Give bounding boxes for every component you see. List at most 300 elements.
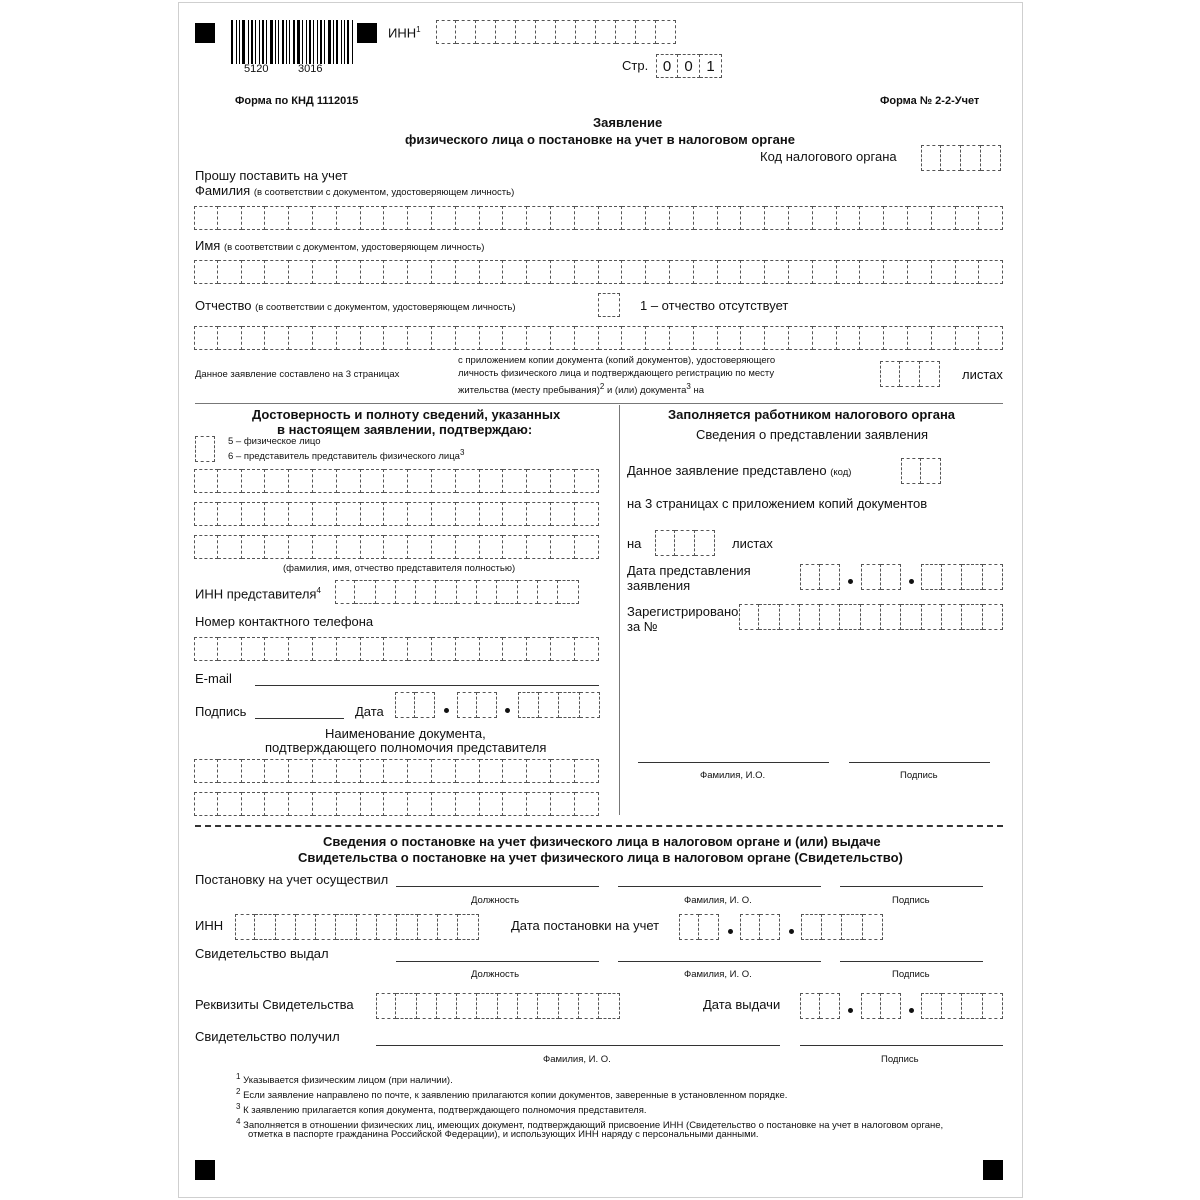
- input-cell[interactable]: [503, 637, 527, 661]
- input-cell[interactable]: [551, 535, 575, 559]
- input-cell[interactable]: [496, 20, 516, 44]
- input-cell[interactable]: [194, 792, 218, 816]
- input-cell[interactable]: [376, 580, 396, 604]
- input-cell[interactable]: [840, 604, 860, 630]
- input-cell[interactable]: [361, 206, 385, 230]
- input-cell[interactable]: [837, 326, 861, 350]
- input-cell[interactable]: [741, 206, 765, 230]
- input-cell[interactable]: [416, 580, 436, 604]
- input-cell[interactable]: [942, 604, 962, 630]
- input-cell[interactable]: [516, 20, 536, 44]
- input-cell[interactable]: [559, 993, 579, 1019]
- inn-input-cells[interactable]: [436, 20, 676, 44]
- input-cell[interactable]: [336, 914, 356, 940]
- input-cell[interactable]: [195, 436, 215, 462]
- input-cell[interactable]: [480, 469, 504, 493]
- input-cell[interactable]: [765, 206, 789, 230]
- input-cell[interactable]: [800, 993, 820, 1019]
- input-cell[interactable]: [377, 914, 397, 940]
- input-cell[interactable]: [242, 469, 266, 493]
- input-cell[interactable]: [503, 792, 527, 816]
- input-cell[interactable]: [432, 469, 456, 493]
- input-cell[interactable]: [551, 206, 575, 230]
- input-cell[interactable]: [337, 469, 361, 493]
- input-cell[interactable]: [480, 792, 504, 816]
- input-cell[interactable]: [599, 206, 623, 230]
- input-cell[interactable]: [436, 20, 456, 44]
- input-cell[interactable]: [575, 637, 599, 661]
- input-cell[interactable]: [432, 792, 456, 816]
- input-cell[interactable]: [436, 580, 456, 604]
- input-cell[interactable]: [313, 637, 337, 661]
- input-cell[interactable]: [739, 604, 759, 630]
- input-cell[interactable]: [596, 20, 616, 44]
- input-cell[interactable]: [337, 637, 361, 661]
- input-cell[interactable]: [556, 20, 576, 44]
- input-cell[interactable]: [384, 759, 408, 783]
- input-cell[interactable]: [432, 535, 456, 559]
- input-cell[interactable]: [527, 206, 551, 230]
- input-cell[interactable]: [337, 206, 361, 230]
- input-cell[interactable]: [518, 692, 539, 718]
- input-cell[interactable]: [694, 260, 718, 284]
- input-cell[interactable]: [979, 326, 1003, 350]
- input-cell[interactable]: [646, 206, 670, 230]
- input-cell[interactable]: [527, 637, 551, 661]
- input-cell[interactable]: [313, 469, 337, 493]
- submit-month-cells[interactable]: [861, 564, 901, 590]
- received-fio-line[interactable]: [376, 1045, 780, 1046]
- input-cell[interactable]: [337, 502, 361, 526]
- input-cell[interactable]: [646, 326, 670, 350]
- input-cell[interactable]: [646, 260, 670, 284]
- input-cell[interactable]: [289, 502, 313, 526]
- input-cell[interactable]: [265, 535, 289, 559]
- input-cell[interactable]: [476, 20, 496, 44]
- input-cell[interactable]: [740, 914, 760, 940]
- input-cell[interactable]: [498, 993, 518, 1019]
- input-cell[interactable]: [820, 604, 840, 630]
- input-cell[interactable]: [575, 469, 599, 493]
- input-cell[interactable]: [432, 502, 456, 526]
- input-cell[interactable]: [527, 502, 551, 526]
- doc-name-row-1[interactable]: [194, 759, 599, 783]
- input-cell[interactable]: [981, 145, 1001, 171]
- input-cell[interactable]: [313, 792, 337, 816]
- input-cell[interactable]: [527, 326, 551, 350]
- input-cell[interactable]: [357, 914, 377, 940]
- input-cell[interactable]: [801, 914, 822, 940]
- input-cell[interactable]: [527, 535, 551, 559]
- input-cell[interactable]: [418, 914, 438, 940]
- input-cell[interactable]: [313, 206, 337, 230]
- input-cell[interactable]: [598, 293, 620, 317]
- input-cell[interactable]: [218, 535, 242, 559]
- input-cell[interactable]: [837, 260, 861, 284]
- reg-month-cells[interactable]: [740, 914, 780, 940]
- input-cell[interactable]: [289, 535, 313, 559]
- input-cell[interactable]: [242, 759, 266, 783]
- input-cell[interactable]: [361, 792, 385, 816]
- no-patronymic-checkbox[interactable]: [598, 293, 620, 317]
- input-cell[interactable]: [679, 914, 699, 940]
- input-cell[interactable]: [699, 914, 719, 940]
- input-cell[interactable]: [921, 458, 941, 484]
- input-cell[interactable]: [235, 914, 255, 940]
- input-cell[interactable]: [457, 580, 477, 604]
- reg-inn-cells[interactable]: [235, 914, 479, 940]
- input-cell[interactable]: [289, 637, 313, 661]
- input-cell[interactable]: [194, 206, 218, 230]
- input-cell[interactable]: [551, 792, 575, 816]
- input-cell[interactable]: [861, 564, 881, 590]
- input-cell[interactable]: [576, 20, 596, 44]
- input-cell[interactable]: [503, 206, 527, 230]
- input-cell[interactable]: [789, 206, 813, 230]
- input-cell[interactable]: [408, 792, 432, 816]
- input-cell[interactable]: [539, 692, 560, 718]
- input-cell[interactable]: [622, 206, 646, 230]
- input-cell[interactable]: [194, 502, 218, 526]
- reg-year-cells[interactable]: [801, 914, 883, 940]
- input-cell[interactable]: [242, 792, 266, 816]
- input-cell[interactable]: [289, 469, 313, 493]
- tax-code-cells[interactable]: [921, 145, 1001, 171]
- input-cell[interactable]: [670, 326, 694, 350]
- input-cell[interactable]: [432, 326, 456, 350]
- input-cell[interactable]: [538, 993, 558, 1019]
- input-cell[interactable]: [860, 206, 884, 230]
- performed-fio-line[interactable]: [618, 886, 821, 887]
- input-cell[interactable]: [616, 20, 636, 44]
- submitted-code-cells[interactable]: [901, 458, 941, 484]
- input-cell[interactable]: [194, 469, 218, 493]
- issued-sign-line[interactable]: [840, 961, 983, 962]
- input-cell[interactable]: [599, 993, 619, 1019]
- input-cell[interactable]: [456, 637, 480, 661]
- input-cell[interactable]: [408, 326, 432, 350]
- input-cell[interactable]: [822, 914, 843, 940]
- input-cell[interactable]: [361, 637, 385, 661]
- input-cell[interactable]: [415, 692, 435, 718]
- input-cell[interactable]: [979, 206, 1003, 230]
- patronymic-cells[interactable]: [194, 326, 1003, 350]
- input-cell[interactable]: [800, 564, 820, 590]
- input-cell[interactable]: [920, 361, 940, 387]
- input-cell[interactable]: [932, 326, 956, 350]
- input-cell[interactable]: [884, 206, 908, 230]
- input-cell[interactable]: [551, 637, 575, 661]
- input-cell[interactable]: [622, 326, 646, 350]
- input-cell[interactable]: [194, 535, 218, 559]
- input-cell[interactable]: [313, 535, 337, 559]
- input-cell[interactable]: [599, 260, 623, 284]
- input-cell[interactable]: [741, 326, 765, 350]
- input-cell[interactable]: [316, 914, 336, 940]
- input-cell[interactable]: [242, 260, 266, 284]
- input-cell[interactable]: [983, 993, 1004, 1019]
- input-cell[interactable]: [881, 604, 901, 630]
- input-cell[interactable]: [456, 20, 476, 44]
- input-cell[interactable]: [881, 564, 901, 590]
- input-cell[interactable]: [218, 792, 242, 816]
- input-cell[interactable]: [741, 260, 765, 284]
- rep-fio-row-3[interactable]: [194, 535, 599, 559]
- input-cell[interactable]: [218, 326, 242, 350]
- input-cell[interactable]: [575, 326, 599, 350]
- input-cell[interactable]: [800, 604, 820, 630]
- input-cell[interactable]: [480, 206, 504, 230]
- input-cell[interactable]: [503, 260, 527, 284]
- input-cell[interactable]: [432, 260, 456, 284]
- issued-position-line[interactable]: [396, 961, 599, 962]
- input-cell[interactable]: [580, 692, 601, 718]
- input-cell[interactable]: [218, 759, 242, 783]
- input-cell[interactable]: [760, 914, 780, 940]
- input-cell[interactable]: [861, 993, 881, 1019]
- input-cell[interactable]: [780, 604, 800, 630]
- input-cell[interactable]: [218, 260, 242, 284]
- input-cell[interactable]: [384, 535, 408, 559]
- input-cell[interactable]: [962, 564, 983, 590]
- input-cell[interactable]: [194, 637, 218, 661]
- input-cell[interactable]: [218, 469, 242, 493]
- input-cell[interactable]: [956, 260, 980, 284]
- input-cell[interactable]: [718, 326, 742, 350]
- input-cell[interactable]: [457, 692, 477, 718]
- input-cell[interactable]: [765, 326, 789, 350]
- input-cell[interactable]: [983, 604, 1003, 630]
- input-cell[interactable]: [863, 914, 884, 940]
- input-cell[interactable]: [559, 692, 580, 718]
- input-cell[interactable]: [908, 260, 932, 284]
- input-cell[interactable]: [932, 260, 956, 284]
- input-cell[interactable]: [480, 502, 504, 526]
- input-cell[interactable]: [218, 206, 242, 230]
- input-cell[interactable]: [265, 502, 289, 526]
- input-cell[interactable]: [480, 637, 504, 661]
- input-cell[interactable]: [456, 792, 480, 816]
- input-cell[interactable]: [265, 792, 289, 816]
- input-cell[interactable]: [384, 206, 408, 230]
- input-cell[interactable]: [384, 469, 408, 493]
- input-cell[interactable]: [527, 792, 551, 816]
- input-cell[interactable]: [962, 604, 982, 630]
- input-cell[interactable]: [289, 260, 313, 284]
- input-cell[interactable]: [820, 564, 840, 590]
- input-cell[interactable]: [503, 535, 527, 559]
- input-cell[interactable]: [575, 260, 599, 284]
- input-cell[interactable]: [408, 502, 432, 526]
- input-cell[interactable]: [289, 206, 313, 230]
- input-cell[interactable]: [932, 206, 956, 230]
- input-cell[interactable]: [813, 326, 837, 350]
- issue-month-cells[interactable]: [861, 993, 901, 1019]
- input-cell[interactable]: [538, 580, 558, 604]
- input-cell[interactable]: [881, 993, 901, 1019]
- input-cell[interactable]: [558, 580, 578, 604]
- input-cell[interactable]: [384, 502, 408, 526]
- input-cell[interactable]: [518, 580, 538, 604]
- input-cell[interactable]: [337, 759, 361, 783]
- input-cell[interactable]: [417, 993, 437, 1019]
- input-cell[interactable]: [813, 206, 837, 230]
- input-cell[interactable]: [979, 260, 1003, 284]
- input-cell[interactable]: [242, 206, 266, 230]
- sign-line[interactable]: [255, 718, 344, 719]
- input-cell[interactable]: [759, 604, 779, 630]
- input-cell[interactable]: [438, 914, 458, 940]
- input-cell[interactable]: [813, 260, 837, 284]
- input-cell[interactable]: [337, 260, 361, 284]
- input-cell[interactable]: [656, 20, 676, 44]
- input-cell[interactable]: [551, 759, 575, 783]
- input-cell[interactable]: [579, 993, 599, 1019]
- input-cell[interactable]: [694, 326, 718, 350]
- cert-details-cells[interactable]: [376, 993, 620, 1019]
- input-cell[interactable]: [361, 260, 385, 284]
- input-cell[interactable]: [480, 759, 504, 783]
- issue-day-cells[interactable]: [800, 993, 840, 1019]
- input-cell[interactable]: [921, 993, 942, 1019]
- input-cell[interactable]: [337, 535, 361, 559]
- input-cell[interactable]: [313, 326, 337, 350]
- input-cell[interactable]: [456, 759, 480, 783]
- input-cell[interactable]: [337, 792, 361, 816]
- input-cell[interactable]: [670, 260, 694, 284]
- input-cell[interactable]: [575, 535, 599, 559]
- input-cell[interactable]: [194, 759, 218, 783]
- input-cell[interactable]: [477, 692, 497, 718]
- input-cell[interactable]: [361, 759, 385, 783]
- input-cell[interactable]: [956, 326, 980, 350]
- input-cell[interactable]: [908, 206, 932, 230]
- input-cell[interactable]: [695, 530, 715, 556]
- input-cell[interactable]: [313, 759, 337, 783]
- input-cell[interactable]: [901, 458, 921, 484]
- input-cell[interactable]: [983, 564, 1004, 590]
- input-cell[interactable]: [408, 759, 432, 783]
- input-cell[interactable]: [384, 637, 408, 661]
- input-cell[interactable]: [265, 206, 289, 230]
- input-cell[interactable]: [480, 326, 504, 350]
- input-cell[interactable]: [842, 914, 863, 940]
- date-day-cells[interactable]: [395, 692, 435, 718]
- input-cell[interactable]: [361, 535, 385, 559]
- input-cell[interactable]: [694, 206, 718, 230]
- doc-name-row-2[interactable]: [194, 792, 599, 816]
- rep-inn-cells[interactable]: [335, 580, 579, 604]
- input-cell[interactable]: [922, 604, 942, 630]
- input-cell[interactable]: [289, 759, 313, 783]
- input-cell[interactable]: [884, 326, 908, 350]
- officer-fio-line[interactable]: [638, 762, 829, 763]
- input-cell[interactable]: [242, 535, 266, 559]
- input-cell[interactable]: [503, 502, 527, 526]
- input-cell[interactable]: [921, 145, 941, 171]
- input-cell[interactable]: [289, 326, 313, 350]
- input-cell[interactable]: [396, 993, 416, 1019]
- input-cell[interactable]: [901, 604, 921, 630]
- input-cell[interactable]: [551, 260, 575, 284]
- input-cell[interactable]: [458, 914, 478, 940]
- input-cell[interactable]: [527, 469, 551, 493]
- input-cell[interactable]: [908, 326, 932, 350]
- input-cell[interactable]: [480, 535, 504, 559]
- input-cell[interactable]: [503, 326, 527, 350]
- input-cell[interactable]: [860, 260, 884, 284]
- signer-type-cell[interactable]: [195, 436, 215, 462]
- input-cell[interactable]: [718, 206, 742, 230]
- performed-position-line[interactable]: [396, 886, 599, 887]
- input-cell[interactable]: [477, 993, 497, 1019]
- input-cell[interactable]: [255, 914, 275, 940]
- input-cell[interactable]: [384, 792, 408, 816]
- input-cell[interactable]: [194, 326, 218, 350]
- input-cell[interactable]: [218, 502, 242, 526]
- input-cell[interactable]: [408, 260, 432, 284]
- input-cell[interactable]: [408, 535, 432, 559]
- input-cell[interactable]: [265, 469, 289, 493]
- input-cell[interactable]: [518, 993, 538, 1019]
- input-cell[interactable]: [942, 564, 963, 590]
- input-cell[interactable]: [355, 580, 375, 604]
- input-cell[interactable]: [655, 530, 675, 556]
- input-cell[interactable]: [408, 637, 432, 661]
- input-cell[interactable]: [265, 260, 289, 284]
- input-cell[interactable]: [396, 580, 416, 604]
- input-cell[interactable]: [456, 260, 480, 284]
- input-cell[interactable]: [551, 326, 575, 350]
- input-cell[interactable]: [921, 564, 942, 590]
- input-cell[interactable]: [884, 260, 908, 284]
- input-cell[interactable]: [395, 692, 415, 718]
- input-cell[interactable]: [384, 326, 408, 350]
- input-cell[interactable]: [900, 361, 920, 387]
- input-cell[interactable]: [480, 260, 504, 284]
- date-year-cells[interactable]: [518, 692, 600, 718]
- input-cell[interactable]: [361, 326, 385, 350]
- date-month-cells[interactable]: [457, 692, 497, 718]
- input-cell[interactable]: [527, 759, 551, 783]
- input-cell[interactable]: [575, 792, 599, 816]
- input-cell[interactable]: [335, 580, 355, 604]
- input-cell[interactable]: [456, 469, 480, 493]
- input-cell[interactable]: [789, 326, 813, 350]
- input-cell[interactable]: [575, 206, 599, 230]
- email-line[interactable]: [255, 685, 599, 686]
- registration-number-cells[interactable]: [739, 604, 1003, 630]
- input-cell[interactable]: [408, 206, 432, 230]
- input-cell[interactable]: [265, 759, 289, 783]
- input-cell[interactable]: [880, 361, 900, 387]
- input-cell[interactable]: [456, 502, 480, 526]
- input-cell[interactable]: [622, 260, 646, 284]
- input-cell[interactable]: [376, 993, 396, 1019]
- attachment-sheets-cells[interactable]: [880, 361, 940, 387]
- reg-day-cells[interactable]: [679, 914, 719, 940]
- input-cell[interactable]: [820, 993, 840, 1019]
- input-cell[interactable]: [941, 145, 961, 171]
- input-cell[interactable]: [194, 260, 218, 284]
- input-cell[interactable]: [384, 260, 408, 284]
- officer-sign-line[interactable]: [849, 762, 990, 763]
- input-cell[interactable]: [397, 914, 417, 940]
- input-cell[interactable]: [497, 580, 517, 604]
- input-cell[interactable]: [536, 20, 556, 44]
- input-cell[interactable]: [408, 469, 432, 493]
- input-cell[interactable]: [956, 206, 980, 230]
